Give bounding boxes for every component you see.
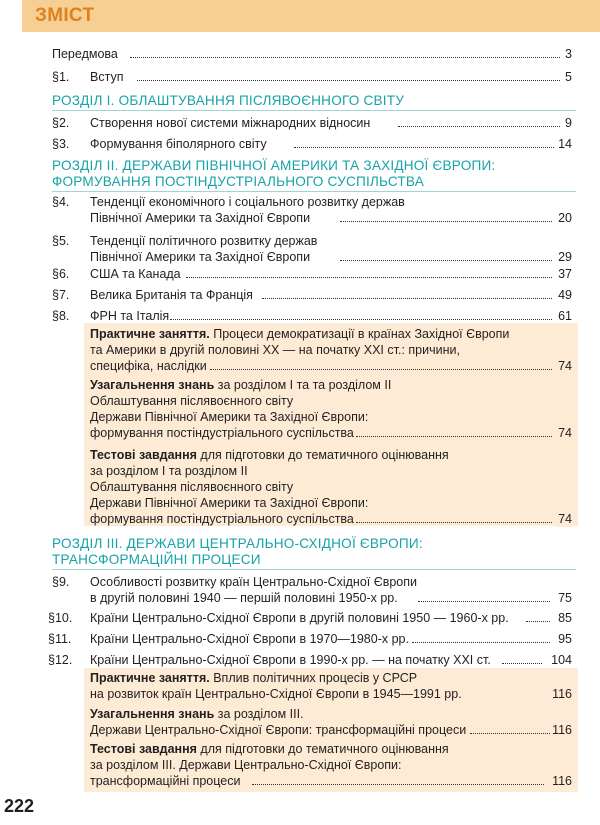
practical-text: Вплив політичних процесів у СРСР <box>209 671 418 685</box>
page-ref: 75 <box>558 591 572 605</box>
section-number: §6. <box>52 267 70 281</box>
summary-line-4: формування постіндустріального суспільства <box>90 426 354 440</box>
tests-line-5: формування постіндустріального суспільства <box>90 512 354 526</box>
dot-leader <box>470 732 552 734</box>
toc-entry[interactable]: США та Канада <box>90 267 181 281</box>
toc-entry[interactable]: Створення нової системи міжнародних відносин <box>90 116 371 130</box>
page-number: 222 <box>4 796 35 816</box>
page-ref: 20 <box>558 211 572 225</box>
toc-entry-intro[interactable]: Вступ <box>90 70 124 84</box>
section-number: §10. <box>48 611 73 625</box>
dot-leader <box>526 620 550 622</box>
page-ref: 85 <box>558 611 572 625</box>
page-ref: 61 <box>558 309 572 323</box>
section-number: §12. <box>48 653 73 667</box>
dot-leader <box>186 276 552 278</box>
practical-line-3: специфіка, наслідки <box>90 359 207 373</box>
toc-entry-cont: в другій половині 1940 — першій половині 1950-х рр. <box>90 591 398 605</box>
section-heading-2-cont: ФОРМУВАННЯ ПОСТІНДУСТРІАЛЬНОГО СУСПІЛЬСТВА <box>52 174 425 189</box>
practical-label: Практичне заняття. <box>90 327 210 341</box>
dot-leader <box>340 220 552 222</box>
section-number: §11. <box>48 632 72 646</box>
tests-line-3: трансформаційні процеси <box>90 774 241 788</box>
summary-label: Узагальнення знань <box>90 707 215 721</box>
practical-line-1[interactable] <box>90 326 509 342</box>
summary-line-3: Держави Північної Америки та Західної Європи: <box>90 410 369 424</box>
toc-entry[interactable]: Країни Центрально-Східної Європи в 1990-х рр. — на початку ХХІ ст. <box>90 653 491 667</box>
toc-entry[interactable]: Тенденції економічного і соціального розвитку держав <box>90 195 405 209</box>
tests-line-1[interactable] <box>90 741 449 757</box>
page-ref: 104 <box>551 653 572 667</box>
section-divider <box>52 110 576 111</box>
section-heading-1[interactable]: РОЗДІЛ І. ОБЛАШТУВАННЯ ПІСЛЯВОЄННОГО СВІТУ <box>52 93 405 108</box>
section-number: §5. <box>52 234 70 248</box>
toc-entry[interactable]: Країни Центрально-Східної Європи в другій половині 1950 — 1960-х рр. <box>90 611 509 625</box>
dot-leader <box>210 368 552 370</box>
toc-entry[interactable]: Велика Британія та Франція <box>90 288 253 302</box>
toc-entry-cont: Північної Америки та Західної Європи <box>90 211 311 225</box>
dot-leader <box>502 662 542 664</box>
dot-leader <box>398 125 560 127</box>
page-ref: 14 <box>558 137 572 151</box>
tests-line-2: за розділом І та розділом ІІ <box>90 464 248 478</box>
section-number: §3. <box>52 137 70 151</box>
page-ref: 95 <box>558 632 572 646</box>
summary-line-1[interactable] <box>90 706 304 722</box>
summary-text: за розділом І та та розділом ІІ <box>214 378 392 392</box>
practical-label: Практичне заняття. <box>90 671 210 685</box>
page-ref: 116 <box>552 687 572 701</box>
toc-entry[interactable]: Особливості розвитку країн Центрально-Східної Європи <box>90 575 417 589</box>
section-number: §2. <box>52 116 70 130</box>
page-title: ЗМІСТ <box>35 5 95 26</box>
dot-leader <box>294 146 554 148</box>
section-heading-3-cont: ТРАНСФОРМАЦІЙНІ ПРОЦЕСИ <box>52 552 261 567</box>
practical-line-2: на розвиток країн Центрально-Східної Європи в 1945—1991 рр. <box>90 687 462 701</box>
practical-line-1[interactable] <box>90 670 417 686</box>
practical-line-2: та Америки в другій половині ХХ — на початку ХХІ ст.: причини, <box>90 343 460 357</box>
tests-label: Тестові завдання <box>90 448 197 462</box>
page-ref: 5 <box>565 70 572 84</box>
dot-leader <box>356 521 552 523</box>
section-number: §1. <box>52 70 70 84</box>
dot-leader <box>356 435 552 437</box>
dot-leader <box>130 56 560 58</box>
page-ref: 29 <box>558 250 572 264</box>
dot-leader <box>137 79 560 81</box>
toc-entry-cont: Північної Америки та Західної Європи <box>90 250 311 264</box>
section-divider <box>52 191 576 192</box>
page-ref: 3 <box>565 47 572 61</box>
page-ref: 116 <box>552 774 572 788</box>
tests-line-4: Держави Північної Америки та Західної Європи: <box>90 496 369 510</box>
summary-text: за розділом ІІІ. <box>214 707 304 721</box>
section-number: §4. <box>52 195 70 209</box>
toc-entry[interactable]: Країни Центрально-Східної Європи в 1970—1980-х рр. <box>90 632 409 646</box>
toc-entry[interactable]: ФРН та Італія <box>90 309 170 323</box>
page-ref: 49 <box>558 288 572 302</box>
tests-line-2: за розділом ІІІ. Держави Центрально-Східної Європи: <box>90 758 402 772</box>
section-number: §7. <box>52 288 70 302</box>
dot-leader <box>340 259 552 261</box>
page-ref: 9 <box>565 116 572 130</box>
page-ref: 74 <box>558 512 572 526</box>
toc-entry-preface[interactable]: Передмова <box>52 47 118 61</box>
summary-line-2: Держави Центрально-Східної Європи: трансформаційні процеси <box>90 723 467 737</box>
tests-text: для підготовки до тематичного оцінювання <box>196 742 449 756</box>
dot-leader <box>262 297 552 299</box>
section-number: §8. <box>52 309 70 323</box>
section-heading-2[interactable]: РОЗДІЛ ІІ. ДЕРЖАВИ ПІВНІЧНОЇ АМЕРИКИ ТА ЗАХІДНОЇ ЄВРОПИ: <box>52 158 496 173</box>
summary-label: Узагальнення знань <box>90 378 215 392</box>
summary-line-1[interactable] <box>90 377 391 393</box>
tests-text: для підготовки до тематичного оцінювання <box>196 448 449 462</box>
tests-label: Тестові завдання <box>90 742 197 756</box>
tests-line-3: Облаштування післявоєнного світу <box>90 480 294 494</box>
dot-leader <box>170 318 552 320</box>
page-ref: 37 <box>558 267 572 281</box>
section-number: §9. <box>52 575 70 589</box>
practical-text: Процеси демократизації в країнах Західної Європи <box>209 327 510 341</box>
dot-leader <box>252 783 544 785</box>
tests-line-1[interactable] <box>90 447 449 463</box>
toc-entry[interactable]: Тенденції політичного розвитку держав <box>90 234 318 248</box>
dot-leader <box>418 600 550 602</box>
section-divider <box>52 569 576 570</box>
page-ref: 74 <box>558 426 572 440</box>
toc-entry[interactable]: Формування біполярного світу <box>90 137 267 151</box>
page-ref: 74 <box>558 359 572 373</box>
dot-leader <box>412 641 550 643</box>
page-ref: 116 <box>552 723 572 737</box>
section-heading-3[interactable]: РОЗДІЛ ІІІ. ДЕРЖАВИ ЦЕНТРАЛЬНО-СХІДНОЇ ЄВРОПИ: <box>52 536 423 551</box>
summary-line-2: Облаштування післявоєнного світу <box>90 394 294 408</box>
